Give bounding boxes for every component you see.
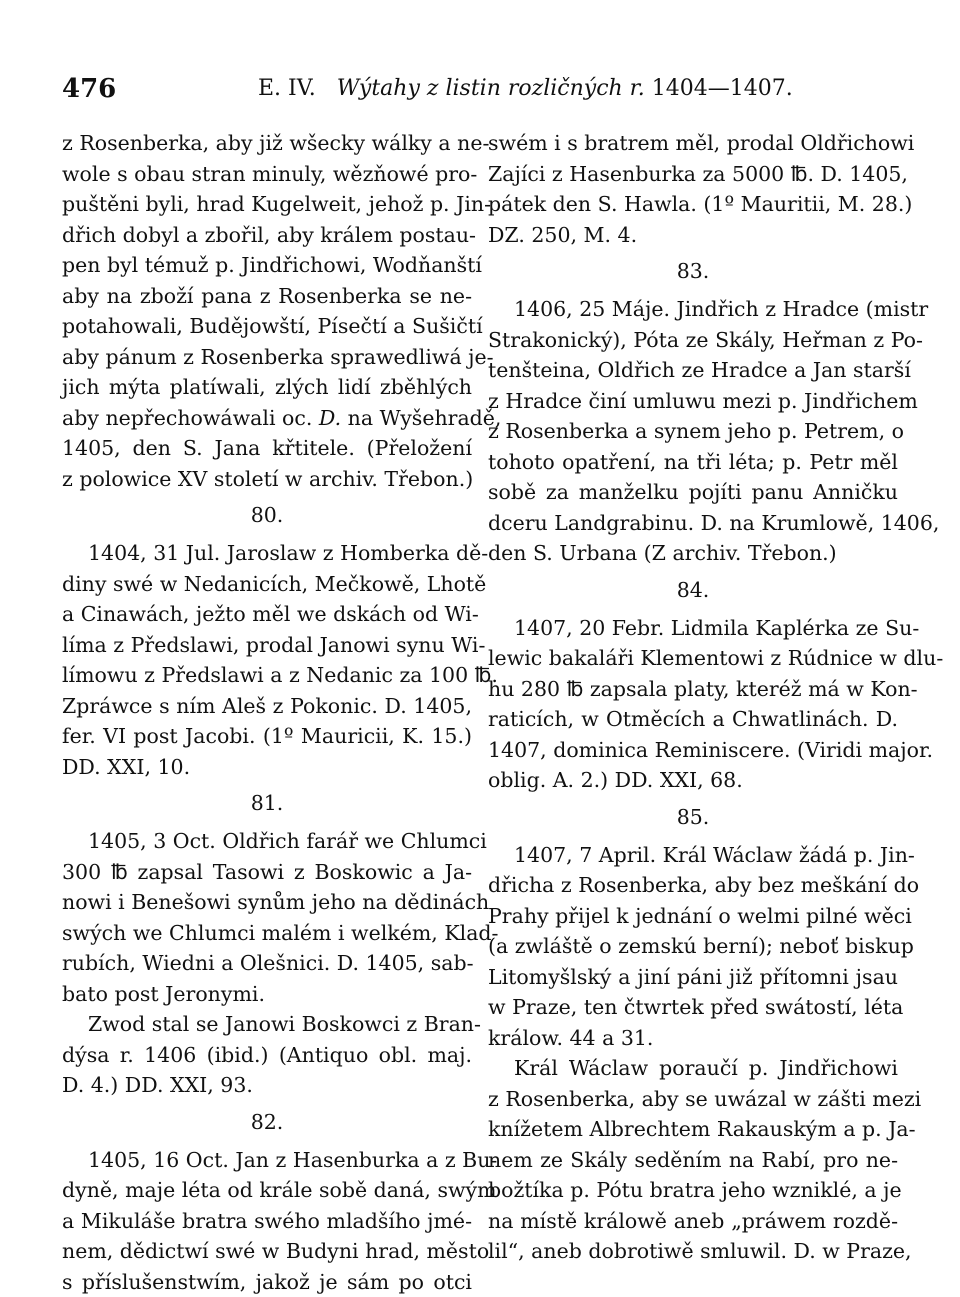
text-line: límowu z Předslawi a z Nedanic za 100 ℔. — [62, 660, 472, 691]
left-text-column — [62, 128, 472, 1297]
text-line: pátek den S. Hawla. (1º Mauritii, M. 28.) — [488, 189, 898, 220]
text-line: swých we Chlumci malém i welkém, Klad- — [62, 918, 472, 949]
text-line: Zpráwce s ním Aleš z Pokonic. D. 1405, — [62, 691, 472, 722]
text-line: 1406, 25 Máje. Jindřich z Hradce (mistr — [488, 294, 898, 325]
text-line: z polowice XV století w archiv. Třebon.) — [62, 464, 472, 495]
text-line: nowi i Benešowi synům jeho na dědinách — [62, 887, 472, 918]
running-title: Wýtahy z listin rozličných r. — [337, 76, 645, 101]
text-line: hu 280 ℔ zapsala platy, kteréž má w Kon- — [488, 674, 898, 705]
text-line: nem ze Skály seděním na Rabí, pro ne- — [488, 1145, 898, 1176]
text-line: lewic bakaláři Klementowi z Rúdnice w dlu- — [488, 643, 898, 674]
text-line: dýsa r. 1406 (ibid.) (Antiquo obl. maj. — [62, 1040, 472, 1071]
text-line: 1404, 31 Jul. Jaroslaw z Homberka dě- — [62, 538, 472, 569]
text-line: Král Wáclaw poraučí p. Jindřichowi — [488, 1053, 898, 1084]
text-line: Zajíci z Hasenburka za 5000 ℔. D. 1405, — [488, 159, 898, 190]
text-line: 1405, 16 Oct. Jan z Hasenburka a z Bu- — [62, 1145, 472, 1176]
text-line: D. 4.) DD. XXI, 93. — [62, 1070, 472, 1101]
text-line — [62, 403, 472, 434]
text-line: raticích, w Otměcích a Chwatlinách. D. — [488, 704, 898, 735]
text-line: Litomyšlský a jiní páni již přítomni jsau — [488, 962, 898, 993]
text-line: lil“, aneb dobrotiwě smluwil. D. w Praze, — [488, 1236, 898, 1267]
text-line: nem, dědictwí swé w Budyni hrad, město — [62, 1236, 472, 1267]
text-line: na místě králowě aneb „práwem rozdě- — [488, 1206, 898, 1237]
page-header — [62, 74, 898, 110]
text-line: Strakonický), Póta ze Skály, Heřman z Po- — [488, 325, 898, 356]
entry-number: 84. — [488, 573, 898, 607]
text-line: aby pánum z Rosenberka sprawedliwá je- — [62, 342, 472, 373]
text-line: z Hradce činí umluwu mezi p. Jindřichem — [488, 386, 898, 417]
text-line: pen byl témuž p. Jindřichowi, Wodňanští — [62, 250, 472, 281]
text-segment: aby nepřechowáwali oc. — [62, 406, 312, 430]
running-years: 1404—1407. — [652, 76, 793, 101]
text-segment: na Wyšehradě, — [341, 406, 501, 430]
text-line: swém i s bratrem měl, prodal Oldřichowi — [488, 128, 898, 159]
text-line: aby na zboží pana z Rosenberka se ne- — [62, 281, 472, 312]
right-text-column — [488, 128, 898, 1267]
text-line: wole s obau stran minuly, wězňowé pro- — [62, 159, 472, 190]
text-line: w Praze, ten čtwrtek před swátostí, léta — [488, 992, 898, 1023]
page-number: 476 — [62, 74, 116, 104]
text-line: knížetem Albrechtem Rakauským a p. Ja- — [488, 1114, 898, 1145]
text-line: Zwod stal se Janowi Boskowci z Bran- — [62, 1009, 472, 1040]
text-line: a Cinawách, ježto měl we dskách od Wi- — [62, 599, 472, 630]
text-line: 300 ℔ zapsal Tasowi z Boskowic a Ja- — [62, 857, 472, 888]
text-line: oblig. A. 2.) DD. XXI, 68. — [488, 765, 898, 796]
text-line: DD. XXI, 10. — [62, 752, 472, 783]
text-line: tenšteina, Oldřich ze Hradce a Jan starší — [488, 355, 898, 386]
text-line: dřich dobyl a zbořil, aby králem postau- — [62, 220, 472, 251]
text-line: fer. VI post Jacobi. (1º Mauricii, K. 15.) — [62, 721, 472, 752]
text-line: z Rosenberka, aby již wšecky wálky a ne- — [62, 128, 472, 159]
text-line: dyně, maje léta od krále sobě daná, swým — [62, 1175, 472, 1206]
text-line: tohoto opatření, na tři léta; p. Petr měl — [488, 447, 898, 478]
text-line: s příslušenstwím, jakož je sám po otci — [62, 1267, 472, 1297]
text-line: líma z Předslawi, prodal Janowi synu Wi- — [62, 630, 472, 661]
entry-number: 81. — [62, 786, 472, 820]
text-line: DZ. 250, M. 4. — [488, 220, 898, 251]
text-line: diny swé w Nedanicích, Mečkowě, Lhotě — [62, 569, 472, 600]
text-line: jich mýta platíwali, zlých lidí zběhlých — [62, 372, 472, 403]
text-line: den S. Urbana (Z archiv. Třebon.) — [488, 538, 898, 569]
text-line: 1405, den S. Jana křtitele. (Přeložení — [62, 433, 472, 464]
text-line: 1407, 20 Febr. Lidmila Kaplérka ze Su- — [488, 613, 898, 644]
text-line: z Rosenberka a synem jeho p. Petrem, o — [488, 416, 898, 447]
text-line: bato post Jeronymi. — [62, 979, 472, 1010]
entry-number: 82. — [62, 1105, 472, 1139]
text-line: a Mikuláše bratra swého mladšího jmé- — [62, 1206, 472, 1237]
text-line: 1407, 7 April. Král Wáclaw žádá p. Jin- — [488, 840, 898, 871]
text-line: z Rosenberka, aby se uwázal w zášti mezi — [488, 1084, 898, 1115]
entry-number: 80. — [62, 498, 472, 532]
text-line: puštěni byli, hrad Kugelweit, jehož p. Jin- — [62, 189, 472, 220]
running-head — [258, 76, 793, 101]
text-line: rubích, Wiedni a Olešnici. D. 1405, sab- — [62, 948, 472, 979]
entry-number: 83. — [488, 254, 898, 288]
text-line: dceru Landgrabinu. D. na Krumlowě, 1406, — [488, 508, 898, 539]
section-label: E. IV. — [258, 76, 316, 101]
text-line: králow. 44 a 31. — [488, 1023, 898, 1054]
text-line: sobě za manželku pojíti panu Anničku — [488, 477, 898, 508]
text-line: (a zwláště o zemskú berní); neboť biskup — [488, 931, 898, 962]
entry-number: 85. — [488, 800, 898, 834]
text-line: božtíka p. Pótu bratra jeho wzniklé, a je — [488, 1175, 898, 1206]
text-line: dřicha z Rosenberka, aby bez meškání do — [488, 870, 898, 901]
italic-abbreviation: D. — [319, 406, 341, 430]
text-line: potahowali, Budějowští, Písečtí a Sušičtí — [62, 311, 472, 342]
text-line: 1405, 3 Oct. Oldřich farář we Chlumci — [62, 826, 472, 857]
text-line: 1407, dominica Reminiscere. (Viridi major. — [488, 735, 898, 766]
text-line: Prahy přijel k jednání o welmi pilné wěci — [488, 901, 898, 932]
